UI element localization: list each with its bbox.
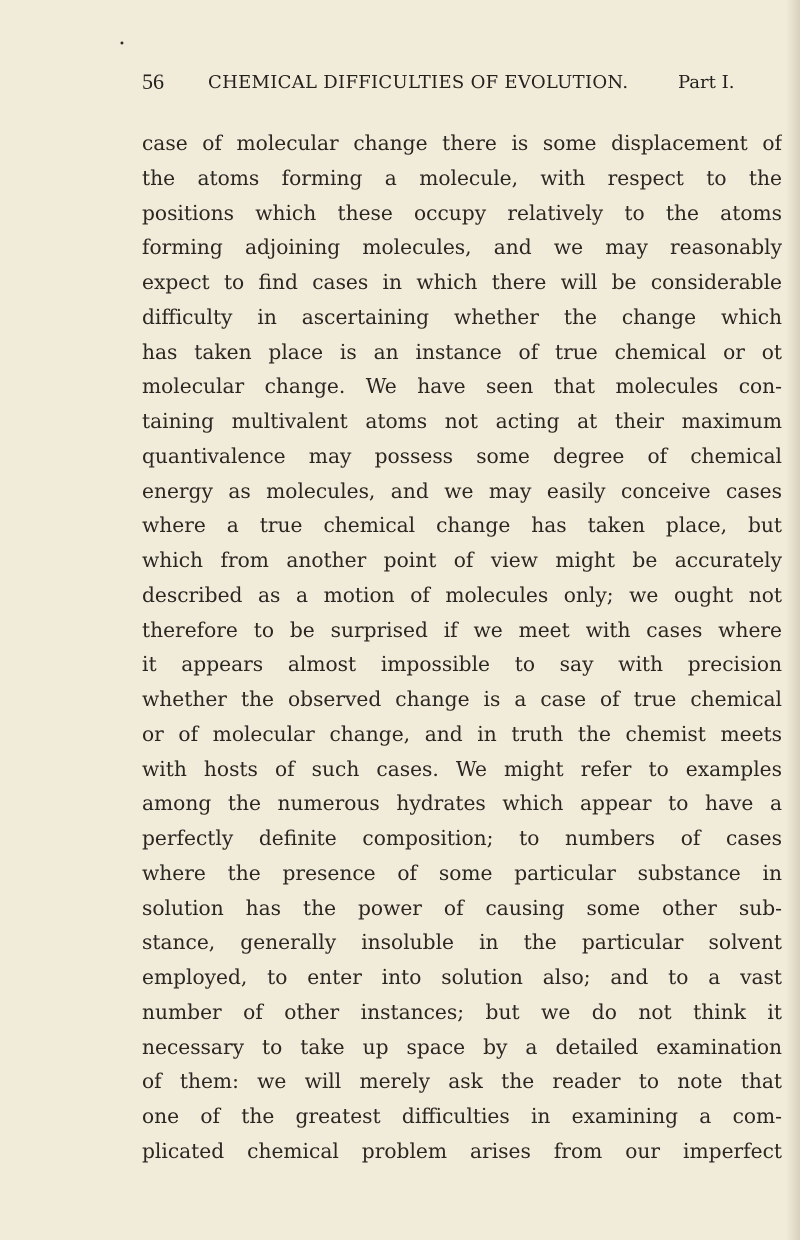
- running-head: [142, 62, 782, 102]
- ink-mark: •: [119, 39, 125, 50]
- text-line: energy as molecules, and we may easily conceive cases: [142, 478, 782, 503]
- text-line: quantivalence may possess some degree of chemical: [142, 443, 782, 468]
- text-line: the atoms forming a molecule, with respect to the: [142, 165, 782, 190]
- text-line: where a true chemical change has taken place, but: [142, 513, 782, 538]
- text-line: expect to find cases in which there will be considerable: [142, 270, 782, 294]
- text-line: which from another point of view might be accurately: [142, 548, 782, 572]
- page-edge-shadow: [786, 0, 800, 1240]
- text-line: stance, generally insoluble in the particular solvent: [142, 930, 782, 955]
- running-title: CHEMICAL DIFFICULTIES OF EVOLUTION.: [208, 72, 629, 93]
- text-line: plicated chemical problem arises from our imperfect: [142, 1138, 782, 1163]
- text-line: it appears almost impossible to say with precision: [142, 652, 782, 677]
- text-line: employed, to enter into solution also; and to a vast: [142, 965, 782, 989]
- text-line: whether the observed change is a case of true chemical: [142, 687, 782, 711]
- text-line: with hosts of such cases. We might refer to examples: [142, 756, 782, 781]
- part-label: Part I.: [678, 72, 735, 93]
- text-line: among the numerous hydrates which appear to have a: [142, 791, 782, 816]
- text-line: molecular change. We have seen that molecules con-: [142, 374, 782, 399]
- text-line: therefore to be surprised if we meet with cases where: [142, 617, 782, 642]
- text-line: taining multivalent atoms not acting at their maximum: [142, 409, 782, 433]
- text-line: perfectly definite composition; to numbers of cases: [142, 826, 782, 850]
- text-line: one of the greatest difficulties in examining a com-: [142, 1104, 782, 1128]
- text-line: difficulty in ascertaining whether the change which: [142, 304, 782, 329]
- body-text: [142, 126, 782, 1216]
- text-line: described as a motion of molecules only; we ought not: [142, 582, 782, 607]
- page-number: 56: [142, 69, 164, 94]
- text-line: number of other instances; but we do not think it: [142, 999, 782, 1024]
- text-line: necessary to take up space by a detailed examination: [142, 1034, 782, 1059]
- text-line: has taken place is an instance of true chemical or ot: [142, 339, 782, 364]
- text-line: or of molecular change, and in truth the chemist meets: [142, 721, 782, 746]
- text-line: where the presence of some particular substance in: [142, 860, 782, 885]
- text-line: solution has the power of causing some other sub-: [142, 895, 782, 920]
- text-line: forming adjoining molecules, and we may reasonably: [142, 235, 782, 260]
- text-line: positions which these occupy relatively to the atoms: [142, 200, 782, 225]
- text-line: case of molecular change there is some displacement of: [142, 131, 782, 155]
- text-line: of them: we will merely ask the reader to note that: [142, 1069, 782, 1094]
